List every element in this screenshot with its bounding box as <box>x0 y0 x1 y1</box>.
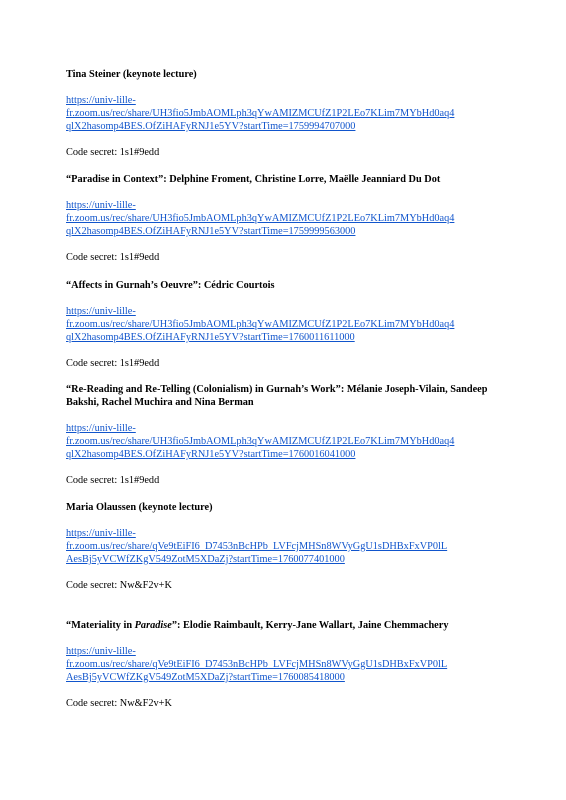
entry-maria-olaussen <box>66 501 506 592</box>
recording-link[interactable] <box>66 527 506 566</box>
title-part: “Materiality in <box>66 620 135 631</box>
link-line: AesBj5yVCWfZKgV549ZotM5XDaZj?startTime=1760077401000 <box>66 554 345 565</box>
secret-code: Code secret: 1s1#9edd <box>66 358 160 369</box>
link-line: https://univ-lille- <box>66 306 136 317</box>
entry-tina-steiner <box>66 68 506 159</box>
link-line: fr.zoom.us/rec/share/UH3fio5JmbAOMLph3qYwAMIZMCUfZ1P2LEo7KLim7MYbHd0aq4 <box>66 436 455 447</box>
link-line: https://univ-lille- <box>66 200 136 211</box>
link-line: qlX2hasomp4BES.OfZiHAFyRNJ1e5YV?startTime=1760011611000 <box>66 332 355 343</box>
secret-code: Code secret: 1s1#9edd <box>66 147 160 158</box>
entry-re-reading <box>66 383 506 487</box>
title-italic: Paradise <box>134 620 172 631</box>
secret-code: Code secret: 1s1#9edd <box>66 252 160 263</box>
secret-code: Code secret: Nw&F2v+K <box>66 580 172 591</box>
recording-link[interactable] <box>66 94 506 133</box>
link-line: qlX2hasomp4BES.OfZiHAFyRNJ1e5YV?startTime=1759994707000 <box>66 121 356 132</box>
recording-link[interactable] <box>66 305 506 344</box>
entry-title: “Affects in Gurnah’s Oeuvre”: Cédric Courtois <box>66 280 275 291</box>
entry-materiality-in-paradise <box>66 619 506 710</box>
entry-title: Tina Steiner (keynote lecture) <box>66 69 197 80</box>
entry-affects-in-gurnah <box>66 279 506 370</box>
link-line: fr.zoom.us/rec/share/UH3fio5JmbAOMLph3qYwAMIZMCUfZ1P2LEo7KLim7MYbHd0aq4 <box>66 108 455 119</box>
link-line: qlX2hasomp4BES.OfZiHAFyRNJ1e5YV?startTime=1760016041000 <box>66 449 356 460</box>
recording-link[interactable] <box>66 199 506 238</box>
title-part: ”: Elodie Raimbault, Kerry-Jane Wallart, Jaine Chemmachery <box>171 620 449 631</box>
entry-title <box>66 619 506 632</box>
entry-title: “Paradise in Context”: Delphine Froment, Christine Lorre, Maëlle Jeanniard Du Dot <box>66 174 441 185</box>
recording-link[interactable] <box>66 645 506 684</box>
link-line: fr.zoom.us/rec/share/UH3fio5JmbAOMLph3qYwAMIZMCUfZ1P2LEo7KLim7MYbHd0aq4 <box>66 213 455 224</box>
entry-paradise-in-context <box>66 173 506 264</box>
link-line: AesBj5yVCWfZKgV549ZotM5XDaZj?startTime=1760085418000 <box>66 672 345 683</box>
link-line: https://univ-lille- <box>66 95 136 106</box>
secret-code: Code secret: Nw&F2v+K <box>66 698 172 709</box>
link-line: https://univ-lille- <box>66 528 136 539</box>
link-line: fr.zoom.us/rec/share/UH3fio5JmbAOMLph3qYwAMIZMCUfZ1P2LEo7KLim7MYbHd0aq4 <box>66 319 455 330</box>
entry-title: Maria Olaussen (keynote lecture) <box>66 502 213 513</box>
link-line: https://univ-lille- <box>66 423 136 434</box>
entry-title: “Re-Reading and Re-Telling (Colonialism) in Gurnah’s Work”: Mélanie Joseph-Vilain, Sandeep Bakshi, Rachel Muchira and Nina Berman <box>66 384 488 408</box>
secret-code: Code secret: 1s1#9edd <box>66 475 160 486</box>
link-line: qlX2hasomp4BES.OfZiHAFyRNJ1e5YV?startTime=1759999563000 <box>66 226 356 237</box>
recording-link[interactable] <box>66 422 506 461</box>
link-line: https://univ-lille- <box>66 646 136 657</box>
link-line: fr.zoom.us/rec/share/qVe9tEiFI6_D7453nBcHPb_LVFcjMHSn8WVyGgU1sDHBxFxVP0lL <box>66 541 448 552</box>
link-line: fr.zoom.us/rec/share/qVe9tEiFI6_D7453nBcHPb_LVFcjMHSn8WVyGgU1sDHBxFxVP0lL <box>66 659 448 670</box>
